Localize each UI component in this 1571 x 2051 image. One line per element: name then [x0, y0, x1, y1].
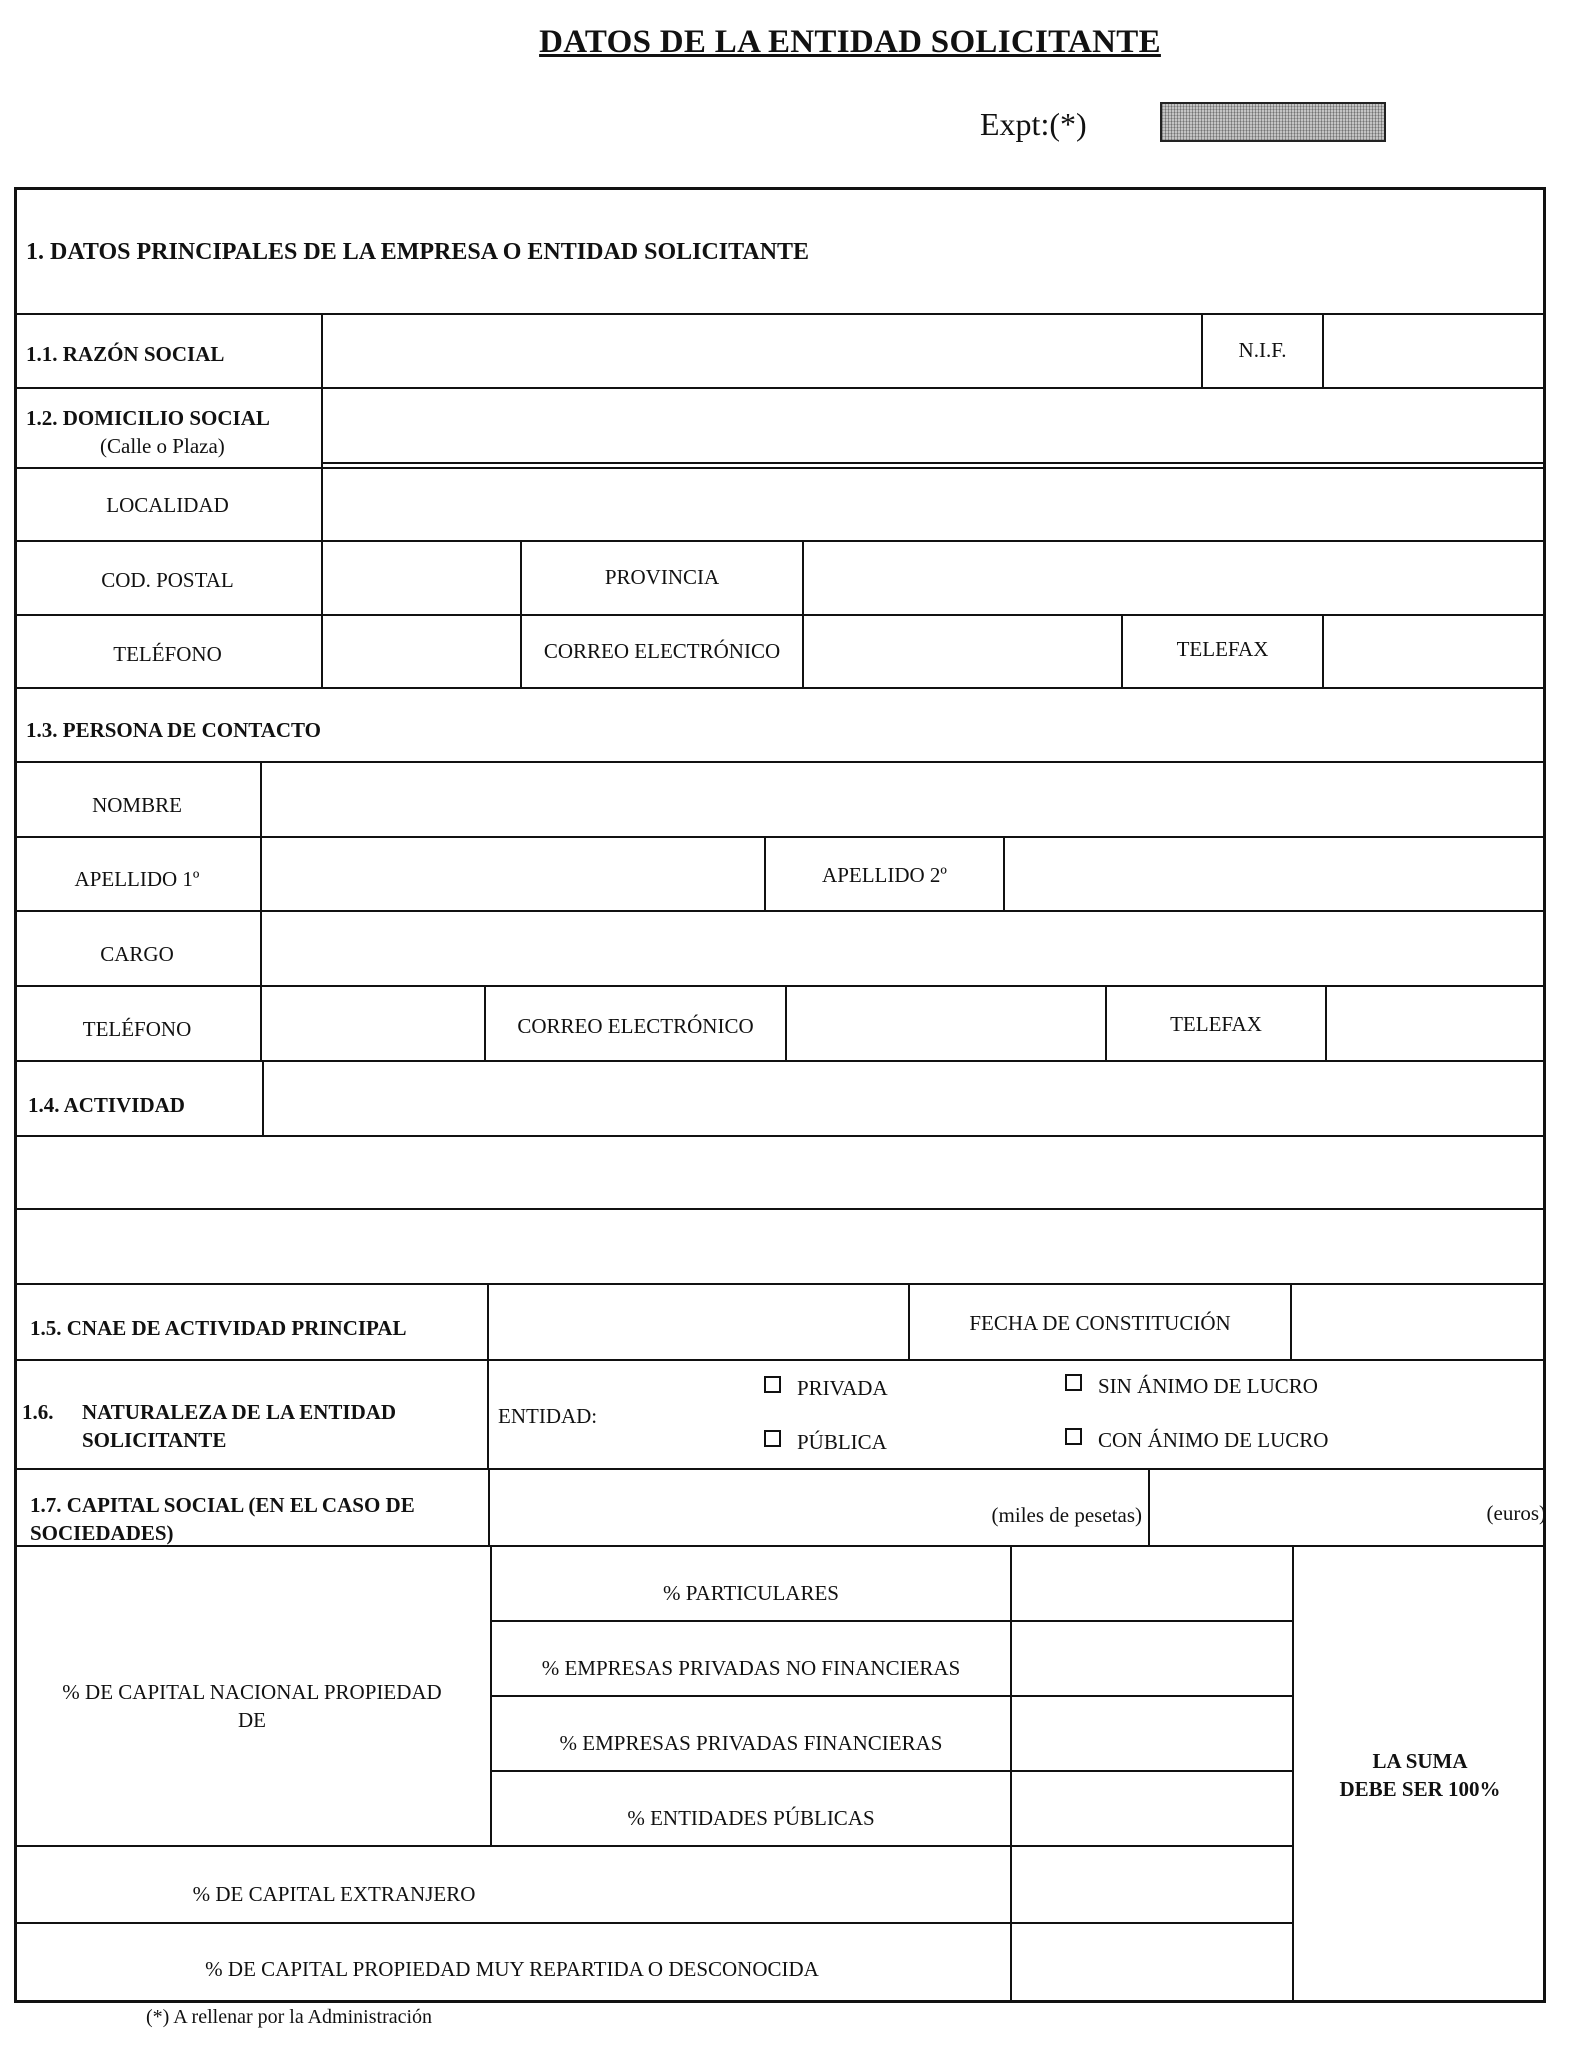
- row-divider: [14, 687, 1546, 689]
- row-divider: [14, 1468, 1546, 1470]
- row-divider: [490, 1770, 1292, 1772]
- col-divider: [1003, 836, 1005, 910]
- col-divider: [1322, 313, 1324, 387]
- nombre-field[interactable]: [263, 764, 1543, 835]
- privada-checkbox[interactable]: [764, 1376, 781, 1393]
- euros-label: (euros): [1486, 1501, 1546, 1525]
- row-divider: [14, 1922, 1292, 1924]
- domicilio-sublabel: (Calle o Plaza): [100, 434, 225, 458]
- col-divider: [785, 985, 787, 1060]
- correo-field[interactable]: [805, 617, 1120, 686]
- sin-animo-checkbox[interactable]: [1065, 1374, 1082, 1391]
- cnae-field[interactable]: [490, 1286, 907, 1358]
- apellido1-field[interactable]: [263, 839, 763, 909]
- capital-label-line1: 1.7. CAPITAL SOCIAL (EN EL CASO DE: [30, 1493, 415, 1517]
- row-divider: [14, 1208, 1546, 1210]
- capital-label-line2: SOCIEDADES): [30, 1521, 174, 1545]
- razon-social-label: 1.1. RAZÓN SOCIAL: [26, 342, 225, 366]
- page-title: DATOS DE LA ENTIDAD SOLICITANTE: [539, 24, 1161, 60]
- row-divider: [14, 1135, 1546, 1137]
- con-animo-checkbox[interactable]: [1065, 1428, 1082, 1445]
- row-divider: [14, 1283, 1546, 1285]
- contacto-correo-label: CORREO ELECTRÓNICO: [517, 1014, 754, 1038]
- row-divider: [14, 910, 1546, 912]
- entidades-publicas-field[interactable]: [1013, 1773, 1291, 1844]
- cod-postal-field[interactable]: [324, 543, 519, 613]
- col-divider: [260, 761, 262, 1060]
- provincia-field[interactable]: [805, 543, 1543, 613]
- localidad-field[interactable]: [324, 470, 1543, 539]
- col-divider: [1325, 985, 1327, 1060]
- row-divider: [14, 1545, 1546, 1547]
- telefono-label: TELÉFONO: [113, 642, 222, 666]
- apellido2-label: APELLIDO 2º: [822, 863, 947, 887]
- particulares-label: % PARTICULARES: [663, 1581, 839, 1605]
- cnae-label: 1.5. CNAE DE ACTIVIDAD PRINCIPAL: [30, 1316, 407, 1340]
- miles-pesetas-label: (miles de pesetas): [991, 1503, 1142, 1527]
- entidades-publicas-label: % ENTIDADES PÚBLICAS: [627, 1806, 875, 1830]
- publica-label: PÚBLICA: [797, 1430, 887, 1454]
- row-divider: [14, 614, 1546, 616]
- cargo-label: CARGO: [100, 942, 174, 966]
- section-header: 1. DATOS PRINCIPALES DE LA EMPRESA O ENTIDAD SOLICITANTE: [26, 239, 810, 265]
- capital-extranjero-field[interactable]: [1013, 1848, 1291, 1921]
- razon-social-field[interactable]: [324, 316, 1200, 386]
- privada-label: PRIVADA: [797, 1376, 888, 1400]
- col-divider: [802, 540, 804, 687]
- con-animo-label: CON ÁNIMO DE LUCRO: [1098, 1428, 1329, 1452]
- expediente-field: [1160, 102, 1386, 142]
- col-divider: [520, 540, 522, 687]
- fecha-constitucion-label: FECHA DE CONSTITUCIÓN: [969, 1311, 1231, 1335]
- naturaleza-number: 1.6.: [22, 1400, 54, 1424]
- actividad-field-line3[interactable]: [17, 1211, 1543, 1282]
- row-divider: [14, 1845, 1292, 1847]
- suma-note-line1: LA SUMA: [1372, 1749, 1468, 1773]
- col-divider: [488, 1468, 490, 1545]
- row-divider: [14, 1359, 1546, 1361]
- telefax-label: TELEFAX: [1176, 637, 1269, 661]
- naturaleza-label-line1: NATURALEZA DE LA ENTIDAD: [82, 1400, 397, 1424]
- row-divider: [14, 387, 1546, 389]
- row-divider: [14, 540, 1546, 542]
- provincia-label: PROVINCIA: [604, 565, 720, 589]
- row-divider: [14, 467, 1546, 469]
- publica-checkbox[interactable]: [764, 1430, 781, 1447]
- col-divider: [1010, 1545, 1012, 2003]
- contacto-correo-field[interactable]: [788, 988, 1104, 1059]
- nif-label: N.I.F.: [1238, 338, 1287, 362]
- actividad-field-line2[interactable]: [17, 1138, 1543, 1207]
- col-divider: [1292, 1545, 1294, 2003]
- naturaleza-label-line2: SOLICITANTE: [82, 1428, 227, 1452]
- capital-extranjero-label: % DE CAPITAL EXTRANJERO: [192, 1882, 476, 1906]
- contacto-telefax-label: TELEFAX: [1170, 1012, 1262, 1036]
- row-divider: [490, 1620, 1292, 1622]
- col-divider: [321, 313, 323, 687]
- fecha-constitucion-field[interactable]: [1293, 1286, 1543, 1358]
- col-divider: [1322, 614, 1324, 687]
- footnote: (*) A rellenar por la Administración: [146, 2006, 433, 2028]
- privadas-no-fin-field[interactable]: [1013, 1623, 1291, 1694]
- entidad-label: ENTIDAD:: [498, 1404, 598, 1428]
- capital-repartida-field[interactable]: [1013, 1925, 1291, 2001]
- nif-field[interactable]: [1325, 316, 1543, 386]
- row-divider: [14, 1060, 1546, 1062]
- row-divider: [14, 836, 1546, 838]
- col-divider: [262, 1060, 264, 1135]
- telefax-field[interactable]: [1325, 617, 1543, 686]
- suma-note-line2: DEBE SER 100%: [1339, 1777, 1501, 1801]
- capital-repartida-label: % DE CAPITAL PROPIEDAD MUY REPARTIDA O DESCONOCIDA: [205, 1957, 819, 1981]
- telefono-field[interactable]: [324, 617, 519, 686]
- row-divider: [322, 462, 1546, 464]
- contacto-telefax-field[interactable]: [1328, 988, 1543, 1059]
- row-divider: [14, 761, 1546, 763]
- contacto-label: 1.3. PERSONA DE CONTACTO: [26, 718, 322, 742]
- row-divider: [14, 313, 1546, 315]
- particulares-field[interactable]: [1013, 1548, 1291, 1619]
- row-divider: [490, 1695, 1292, 1697]
- capital-nacional-line2: DE: [238, 1708, 266, 1732]
- actividad-label: 1.4. ACTIVIDAD: [28, 1093, 185, 1117]
- capital-nacional-line1: % DE CAPITAL NACIONAL PROPIEDAD: [62, 1680, 442, 1704]
- localidad-label: LOCALIDAD: [106, 493, 229, 517]
- cargo-field[interactable]: [263, 913, 1543, 984]
- col-divider: [487, 1283, 489, 1468]
- apellido2-field[interactable]: [1006, 839, 1543, 909]
- privadas-no-fin-label: % EMPRESAS PRIVADAS NO FINANCIERAS: [541, 1656, 961, 1680]
- row-divider: [14, 985, 1546, 987]
- privadas-fin-field[interactable]: [1013, 1698, 1291, 1769]
- col-divider: [1148, 1468, 1150, 1545]
- apellido1-label: APELLIDO 1º: [74, 867, 200, 891]
- cod-postal-label: COD. POSTAL: [101, 568, 234, 592]
- sin-animo-label: SIN ÁNIMO DE LUCRO: [1098, 1374, 1318, 1398]
- nombre-label: NOMBRE: [92, 793, 182, 817]
- correo-label: CORREO ELECTRÓNICO: [543, 639, 781, 663]
- privadas-fin-label: % EMPRESAS PRIVADAS FINANCIERAS: [559, 1731, 943, 1755]
- expediente-label: Expt:(*): [980, 106, 1087, 142]
- domicilio-field[interactable]: [324, 390, 1543, 460]
- domicilio-label: 1.2. DOMICILIO SOCIAL: [26, 406, 270, 430]
- actividad-field[interactable]: [265, 1063, 1543, 1134]
- col-divider: [1290, 1283, 1292, 1359]
- contacto-telefono-field[interactable]: [263, 988, 483, 1059]
- contacto-telefono-label: TELÉFONO: [82, 1017, 192, 1041]
